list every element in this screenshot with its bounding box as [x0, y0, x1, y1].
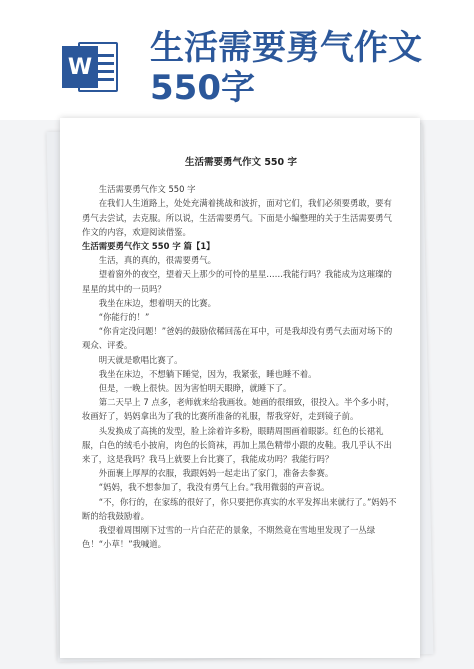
page-title-line2: 550字	[150, 68, 255, 108]
word-logo-letter: W	[62, 46, 98, 88]
document-paragraph: 望着窗外的夜空，望着天上那少的可怜的星星……我能行吗？我能成为这璀璨的星星的其中的一员吗？	[82, 269, 392, 294]
document-paragraph: “不，你行的，在家练的很好了，你只要把你真实的水平发挥出来就行了。”妈妈不断的给我鼓励着。	[82, 496, 397, 521]
document-paragraph: 我坐在床边，不想躺下睡觉，因为，我紧张，睡也睡不着。	[98, 368, 317, 379]
document-paragraph: 我望着周围刚下过雪的一片白茫茫的景象，不期然竟在雪地里发现了一丛绿色！“小草！”我喊道。	[82, 525, 376, 550]
document-paragraph: 我坐在床边，想着明天的比赛。	[98, 297, 217, 308]
document-paragraph: 明天就是歌唱比赛了。	[98, 354, 183, 365]
document-paragraph: 生活，真的真的，很需要勇气。	[98, 255, 217, 266]
document-paragraph: 生活需要勇气作文 550 字	[98, 184, 196, 195]
header-banner	[0, 0, 474, 120]
document-paragraph: 第二天早上 7 点多，老师就来给我画妆。她画的很细致，很投入。半个多小时，妆画好了，妈妈拿出为了我的比赛所准备的礼服，帮我穿好，走到镜子前。	[82, 397, 395, 422]
page-title-line1: 生活需要勇气作文	[150, 28, 422, 68]
document-paragraph: 但是，一晚上很快。因为害怕明天眼睁，就睡下了。	[98, 383, 292, 394]
document-paragraph: “你肯定没问题！”爸妈的鼓励依稀回荡在耳中，可是我却没有勇气去面对场下的观众、评委。	[82, 326, 393, 351]
document-content	[82, 156, 400, 551]
section-heading: 生活需要勇气作文 550 字 篇【1】	[82, 241, 215, 252]
document-title: 生活需要勇气作文 550 字	[185, 157, 297, 168]
document-paragraph: “妈妈，我不想参加了，我没有勇气上台。”我用微弱的声音说。	[98, 482, 330, 493]
document-paragraph: 外面裹上厚厚的衣服，我跟妈妈一起走出了家门，准备去参赛。	[98, 468, 334, 479]
page-title	[150, 28, 460, 108]
document-page	[60, 118, 420, 658]
word-document-icon	[62, 40, 122, 94]
document-paragraph: 头发换成了高挑的发型，脸上涂着许多粉，眼睛周围画着眼影。红色的长裙礼服，白色的绒毛小披肩，肉色的长筒袜，再加上黑色精带小跟的皮鞋。我几乎认不出来了，这是我吗？我马上就要上台比赛了，我能成功吗？我能行吗？	[82, 425, 392, 465]
document-paragraph: 在我们人生道路上，处处充满着挑战和波折，面对它们，我们必须要勇敢，要有勇气去尝试，去克服。所以说，生活需要勇气。下面是小编整理的关于生活需要勇气作文的内容，欢迎阅读借鉴。	[82, 198, 392, 237]
document-paragraph: “你能行的！”	[98, 312, 150, 323]
